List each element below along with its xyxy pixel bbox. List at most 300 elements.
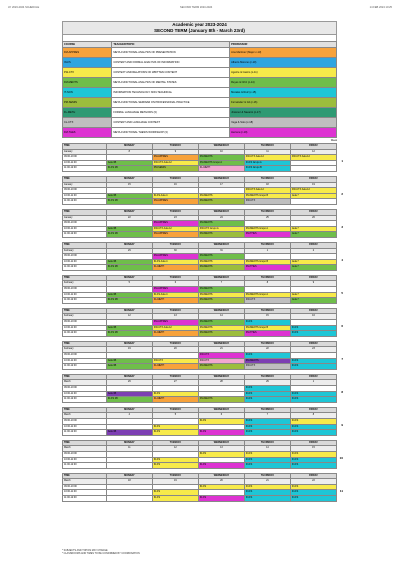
- week-block: [62, 275, 343, 304]
- legend-course: FM-MENTS: [63, 78, 112, 88]
- class-slot[interactable]: FM-MENTS: [198, 292, 244, 298]
- header-right: 14 FEB 2024 10:25: [369, 6, 392, 9]
- day-header: FRIDAY: [290, 275, 336, 281]
- day-header: MONDAY: [106, 374, 152, 380]
- date-cell: 8: [290, 413, 336, 419]
- day-header: THURSDAY: [244, 209, 290, 215]
- date-cell: 15: [244, 314, 290, 320]
- legend-row: [63, 128, 337, 138]
- class-slot[interactable]: IN-FS: [290, 430, 336, 436]
- class-slot[interactable]: [290, 166, 336, 172]
- day-header: THURSDAY: [244, 440, 290, 446]
- date-cell: 30: [152, 248, 198, 254]
- class-slot[interactable]: IN-FS: [198, 484, 244, 490]
- class-slot[interactable]: IN-FS: [290, 424, 336, 430]
- day-header: THURSDAY: [244, 144, 290, 150]
- date-cell: 19: [106, 347, 152, 353]
- time-label: 09:00-10:00: [63, 484, 107, 490]
- class-slot[interactable]: FM-MENTS: [198, 298, 244, 304]
- legend-row: [63, 78, 337, 88]
- class-slot[interactable]: IN-FS: [152, 496, 198, 502]
- time-label: 09:00-10:00: [63, 155, 107, 161]
- class-slot[interactable]: Aula 3B: [106, 364, 152, 370]
- date-cell: 16: [152, 182, 198, 188]
- time-label: 10:00-11:00: [63, 424, 107, 430]
- class-slot[interactable]: FL-METH: [198, 166, 244, 172]
- class-slot[interactable]: IN-FS: [290, 484, 336, 490]
- time-label: 10:00-11:00: [63, 193, 107, 199]
- date-cell: 6: [198, 413, 244, 419]
- legend-topic: META-FUNCTIONAL ANALYSIS OF PRESENTATION: [112, 48, 230, 58]
- week-table: [62, 341, 337, 370]
- class-slot[interactable]: FW-CTX Aula 12: [290, 188, 336, 194]
- class-slot[interactable]: IN-FS: [290, 490, 336, 496]
- date-cell: 11: [106, 446, 152, 452]
- week-table: [62, 374, 337, 403]
- class-slot[interactable]: Aula 3B: [106, 160, 152, 166]
- day-header: MONDAY: [106, 176, 152, 182]
- week-block: [62, 308, 343, 337]
- class-slot[interactable]: IN-FS: [152, 457, 198, 463]
- class-slot[interactable]: FW-CTX: [198, 358, 244, 364]
- time-label: 11:00-12:00: [63, 298, 107, 304]
- class-slot[interactable]: IN-FS: [244, 391, 290, 397]
- month-label: March: [63, 413, 107, 419]
- class-slot[interactable]: FM-MENTS: [198, 254, 244, 260]
- time-slot-row: [63, 232, 337, 238]
- day-header: MONDAY: [106, 341, 152, 347]
- class-slot[interactable]: IN-FS 2B: [106, 265, 152, 271]
- class-slot[interactable]: FL-METH: [152, 364, 198, 370]
- week-number: 9: [341, 422, 343, 427]
- time-label: 10:00-11:00: [63, 259, 107, 265]
- class-slot[interactable]: FM-MENTS: [198, 331, 244, 337]
- class-slot[interactable]: FL-METH: [152, 298, 198, 304]
- date-cell: 29: [244, 380, 290, 386]
- legend-course: IN-FS: [63, 58, 112, 68]
- class-slot[interactable]: Aula 3B: [106, 259, 152, 265]
- time-label: 11:00-12:00: [63, 331, 107, 337]
- date-cell: 21: [198, 347, 244, 353]
- day-header: TIME: [63, 407, 107, 413]
- class-slot[interactable]: FW-CTX: [244, 364, 290, 370]
- class-slot[interactable]: Aula 7: [290, 226, 336, 232]
- date-cell: 20: [152, 347, 198, 353]
- day-header: TUESDAY: [152, 341, 198, 347]
- class-slot[interactable]: FM-MENTS Grupo A: [198, 160, 244, 166]
- date-cell: 21: [244, 479, 290, 485]
- date-cell: 10: [198, 149, 244, 155]
- day-header: MONDAY: [106, 407, 152, 413]
- day-header: TUESDAY: [152, 407, 198, 413]
- week-table: [62, 407, 337, 436]
- legend-row: [63, 58, 337, 68]
- day-header: FRIDAY: [290, 341, 336, 347]
- day-header: TIME: [63, 374, 107, 380]
- day-header: WEDNESDAY: [198, 209, 244, 215]
- time-label: 09:00-10:00: [63, 221, 107, 227]
- class-slot[interactable]: FW-CTX Aula 12: [152, 325, 198, 331]
- time-label: 10:00-11:00: [63, 160, 107, 166]
- date-cell: 8: [106, 149, 152, 155]
- class-slot[interactable]: FM-MENTS: [198, 232, 244, 238]
- class-slot[interactable]: FM-APPRES: [152, 254, 198, 260]
- class-slot[interactable]: IN-FS: [244, 457, 290, 463]
- class-slot[interactable]: IN-FS: [290, 331, 336, 337]
- class-slot[interactable]: FM-MENTS Grupo B: [244, 193, 290, 199]
- class-slot[interactable]: Aula 7: [290, 265, 336, 271]
- class-slot[interactable]: FM-MENTS: [198, 287, 244, 293]
- time-label: 09:00-10:00: [63, 451, 107, 457]
- date-cell: 5: [152, 413, 198, 419]
- time-slot-row: [63, 265, 337, 271]
- title-line-1: Academic year 2023-2024: [172, 22, 227, 27]
- time-label: 09:00-10:00: [63, 385, 107, 391]
- class-slot[interactable]: Aula 7: [290, 298, 336, 304]
- class-slot[interactable]: IN-FS: [152, 490, 198, 496]
- day-header: TIME: [63, 144, 107, 150]
- class-slot[interactable]: FW-CTX: [244, 298, 290, 304]
- time-slot-row: [63, 331, 337, 337]
- day-header: FRIDAY: [290, 176, 336, 182]
- time-label: 10:00-11:00: [63, 391, 107, 397]
- time-label: 11:00-12:00: [63, 232, 107, 238]
- date-cell: 27: [152, 380, 198, 386]
- legend-prof: Herrera (c-19): [230, 128, 337, 138]
- week-table: [62, 275, 337, 304]
- day-header: FRIDAY: [290, 242, 336, 248]
- class-slot[interactable]: IN-FS: [198, 418, 244, 424]
- week-block: [62, 209, 343, 238]
- date-cell: 9: [290, 281, 336, 287]
- class-slot[interactable]: IN-FS: [290, 397, 336, 403]
- class-slot[interactable]: FM-MENTS: [244, 358, 290, 364]
- legend-row: [63, 98, 337, 108]
- class-slot[interactable]: IN-FS: [244, 490, 290, 496]
- class-slot[interactable]: IN-FS Aula 4: [152, 193, 198, 199]
- class-slot[interactable]: Aula 7: [290, 193, 336, 199]
- date-cell: 29: [106, 248, 152, 254]
- date-cell: 24: [198, 215, 244, 221]
- class-slot[interactable]: Aula 3B: [106, 226, 152, 232]
- day-header: TIME: [63, 473, 107, 479]
- class-slot[interactable]: IN-FS: [152, 463, 198, 469]
- time-label: 11:00-12:00: [63, 463, 107, 469]
- header-left: AY 2023-2024 SCHEDULE: [8, 6, 40, 9]
- time-slot-row: [63, 463, 337, 469]
- date-cell: 17: [198, 182, 244, 188]
- legend-prof: Reyes & Ortiz (c-14): [230, 78, 337, 88]
- date-cell: 26: [106, 380, 152, 386]
- date-cell: 22: [290, 479, 336, 485]
- class-slot[interactable]: IN-FS: [244, 424, 290, 430]
- week-table: [62, 176, 337, 205]
- class-slot[interactable]: IN-FS: [290, 451, 336, 457]
- class-slot[interactable]: FW-CTX: [152, 358, 198, 364]
- day-header: TUESDAY: [152, 275, 198, 281]
- date-cell: 23: [152, 215, 198, 221]
- class-slot[interactable]: IN-FS: [290, 364, 336, 370]
- class-slot[interactable]: IN-FS: [198, 463, 244, 469]
- class-slot[interactable]: IN-FS: [244, 418, 290, 424]
- class-slot[interactable]: Aula 3B: [106, 193, 152, 199]
- class-slot[interactable]: IN-FS: [198, 496, 244, 502]
- day-header: TIME: [63, 275, 107, 281]
- class-slot[interactable]: IN-FS: [244, 430, 290, 436]
- class-slot[interactable]: FW-CTX Aula 12: [290, 155, 336, 161]
- date-cell: 18: [244, 182, 290, 188]
- class-slot[interactable]: FW-CTX Grupo A: [198, 226, 244, 232]
- day-header: MONDAY: [106, 308, 152, 314]
- class-slot[interactable]: FW-CTX Aula 12: [152, 160, 198, 166]
- legend-prof: Ana Martínez (Major c-13): [230, 48, 337, 58]
- date-cell: 11: [244, 149, 290, 155]
- date-cell: 20: [198, 479, 244, 485]
- class-slot[interactable]: Aula 7: [290, 292, 336, 298]
- class-slot[interactable]: FM-MENTS Grupo A: [244, 292, 290, 298]
- class-slot[interactable]: IN-FS 2B: [106, 298, 152, 304]
- legend-course: PM-SEMIN: [63, 98, 112, 108]
- week-number: 10: [339, 455, 343, 460]
- class-slot[interactable]: IN-FS Grupo A: [244, 160, 290, 166]
- day-header: MONDAY: [106, 440, 152, 446]
- day-header: WEDNESDAY: [198, 308, 244, 314]
- month-label: January: [63, 182, 107, 188]
- class-slot[interactable]: IN-FS: [152, 430, 198, 436]
- day-header: WEDNESDAY: [198, 341, 244, 347]
- legend-topic: CONTENT AND FORMAL ANALYSIS OF INFORMATION: [112, 58, 230, 68]
- date-cell: 14: [198, 314, 244, 320]
- class-slot[interactable]: IN-FS: [198, 430, 244, 436]
- time-label: 09:00-10:00: [63, 353, 107, 359]
- class-slot[interactable]: FM-THES: [244, 232, 290, 238]
- day-header: FRIDAY: [290, 308, 336, 314]
- time-slot-row: [63, 166, 337, 172]
- day-header: FRIDAY: [290, 209, 336, 215]
- class-slot[interactable]: Aula 3B: [106, 325, 152, 331]
- date-cell: 5: [106, 281, 152, 287]
- day-header: MONDAY: [106, 275, 152, 281]
- class-slot[interactable]: Aula 3B: [106, 292, 152, 298]
- legend-course: FM-THES: [63, 128, 112, 138]
- class-slot[interactable]: FL-METH: [152, 397, 198, 403]
- legend-topic: CONTENT AND LANGUAGE CONTEXT: [112, 118, 230, 128]
- legend-prof: Jiménez & Navarro (c-17): [230, 108, 337, 118]
- class-slot[interactable]: FM-MENTS Grupo A: [244, 226, 290, 232]
- class-slot[interactable]: Aula 3B: [106, 358, 152, 364]
- class-slot[interactable]: IN-FS 2B: [106, 397, 152, 403]
- time-slot-row: [63, 397, 337, 403]
- class-slot[interactable]: IN-FS: [244, 385, 290, 391]
- class-slot[interactable]: FM-THES: [244, 265, 290, 271]
- time-label: 09:00-10:00: [63, 254, 107, 260]
- class-slot[interactable]: Aula 3B: [106, 391, 152, 397]
- time-label: 09:00-10:00: [63, 188, 107, 194]
- time-label: 09:00-10:00: [63, 418, 107, 424]
- week-number: 7: [341, 356, 343, 361]
- class-slot[interactable]: IN-FS: [290, 358, 336, 364]
- date-cell: 7: [198, 281, 244, 287]
- class-slot[interactable]: FM-MENTS: [198, 265, 244, 271]
- title-line-2: SECOND TERM (January 8th - March 23rd): [154, 28, 245, 33]
- legend-prof: Aguirre & Castro (c-11): [230, 68, 337, 78]
- day-header: THURSDAY: [244, 275, 290, 281]
- class-slot[interactable]: IN-FS: [290, 463, 336, 469]
- class-slot[interactable]: IN-FS: [244, 451, 290, 457]
- class-slot[interactable]: IN-FS: [152, 391, 198, 397]
- class-slot[interactable]: IN-FS: [290, 418, 336, 424]
- date-cell: 4: [106, 413, 152, 419]
- week-table: [62, 473, 337, 502]
- day-header: FRIDAY: [290, 473, 336, 479]
- class-slot[interactable]: [106, 496, 152, 502]
- week-number: 11: [339, 488, 343, 493]
- class-slot[interactable]: Aula 7: [290, 232, 336, 238]
- class-slot[interactable]: IN-FS: [244, 496, 290, 502]
- day-header: MONDAY: [106, 242, 152, 248]
- class-slot[interactable]: FM-APPRES: [152, 221, 198, 227]
- class-slot[interactable]: FM-MENTS: [198, 364, 244, 370]
- month-label: February: [63, 281, 107, 287]
- class-slot[interactable]: Aula 3B: [106, 430, 152, 436]
- time-label: 10:00-11:00: [63, 292, 107, 298]
- class-slot[interactable]: PM-SEMIN: [152, 166, 198, 172]
- class-slot[interactable]: IN-FS: [290, 325, 336, 331]
- time-label: 10:00-11:00: [63, 457, 107, 463]
- week-number: 1: [341, 159, 343, 163]
- date-cell: 6: [152, 281, 198, 287]
- class-slot[interactable]: IN-FS Aula 4: [152, 259, 198, 265]
- time-label: 09:00-10:00: [63, 320, 107, 326]
- class-slot[interactable]: FM-APPRES: [152, 232, 198, 238]
- month-label: March: [63, 446, 107, 452]
- class-slot[interactable]: IN-FS: [290, 496, 336, 502]
- class-slot[interactable]: IN-FS: [198, 451, 244, 457]
- class-slot[interactable]: IN-FS: [244, 484, 290, 490]
- day-header: TIME: [63, 440, 107, 446]
- month-label: February: [63, 314, 107, 320]
- day-header: TUESDAY: [152, 374, 198, 380]
- day-header: WEDNESDAY: [198, 374, 244, 380]
- time-label: 11:00-12:00: [63, 199, 107, 205]
- month-label: February: [63, 248, 107, 254]
- class-slot[interactable]: FL-METH: [152, 331, 198, 337]
- week-number: 6: [341, 323, 343, 328]
- date-cell: 13: [198, 446, 244, 452]
- footnotes: [62, 549, 140, 556]
- day-header: WEDNESDAY: [198, 242, 244, 248]
- day-header: WEDNESDAY: [198, 275, 244, 281]
- day-header: WEDNESDAY: [198, 473, 244, 479]
- class-slot[interactable]: FW-CTX: [198, 353, 244, 359]
- date-cell: 12: [290, 149, 336, 155]
- time-slot-row: [63, 496, 337, 502]
- class-slot[interactable]: FM-MENTS: [198, 155, 244, 161]
- day-header: TIME: [63, 242, 107, 248]
- class-slot[interactable]: IN-FS 2B: [106, 166, 152, 172]
- time-label: 11:00-12:00: [63, 397, 107, 403]
- class-slot[interactable]: FM-MENTS: [198, 193, 244, 199]
- course-legend: [62, 41, 337, 138]
- legend-row: [63, 68, 337, 78]
- time-slot-row: [63, 199, 337, 205]
- week-block: [62, 176, 343, 205]
- class-slot[interactable]: FM-THES: [244, 331, 290, 337]
- class-slot[interactable]: IN-FS: [244, 463, 290, 469]
- day-header: FRIDAY: [290, 407, 336, 413]
- class-slot[interactable]: [290, 199, 336, 205]
- class-slot[interactable]: Aula 7: [290, 259, 336, 265]
- week-block: [62, 374, 343, 403]
- class-slot[interactable]: FM-APPRES: [152, 287, 198, 293]
- date-cell: 13: [152, 314, 198, 320]
- class-slot[interactable]: FM-MENTS: [198, 397, 244, 403]
- class-slot[interactable]: IN-FS 2B: [106, 199, 152, 205]
- class-slot[interactable]: FW-CTX Aula 12: [152, 226, 198, 232]
- class-slot[interactable]: FM-MENTS: [198, 221, 244, 227]
- date-cell: 16: [290, 314, 336, 320]
- day-header: THURSDAY: [244, 308, 290, 314]
- class-slot[interactable]: [106, 463, 152, 469]
- date-cell: 31: [198, 248, 244, 254]
- week-block: [62, 143, 343, 172]
- time-label: 11:00-12:00: [63, 430, 107, 436]
- class-slot[interactable]: IN-FS: [244, 353, 290, 359]
- class-slot[interactable]: FW-CTX: [244, 199, 290, 205]
- class-slot[interactable]: IN-FS: [290, 391, 336, 397]
- time-label: 09:00-10:00: [63, 287, 107, 293]
- class-slot[interactable]: IN-FS 2B: [106, 232, 152, 238]
- class-slot[interactable]: FM-APPRES: [152, 199, 198, 205]
- date-cell: 9: [152, 149, 198, 155]
- footnote-2: * CLASSROOMS AND TIMES TO BE CONFIRMED BY COORDINATION: [62, 552, 140, 556]
- class-slot[interactable]: IN-FS Grupo B: [244, 166, 290, 172]
- class-slot[interactable]: FL-METH: [152, 265, 198, 271]
- class-slot[interactable]: IN-FS: [290, 457, 336, 463]
- month-label: January: [63, 149, 107, 155]
- class-slot[interactable]: IN-FS Aula 4: [152, 292, 198, 298]
- class-slot[interactable]: FM-MENTS: [198, 199, 244, 205]
- day-header: MONDAY: [106, 209, 152, 215]
- class-slot[interactable]: FM-MENTS: [198, 259, 244, 265]
- class-slot[interactable]: FM-MENTS: [198, 325, 244, 331]
- date-cell: 26: [290, 215, 336, 221]
- month-label: March: [63, 380, 107, 386]
- class-slot[interactable]: IN-FS 2B: [106, 331, 152, 337]
- day-header: WEDNESDAY: [198, 440, 244, 446]
- date-cell: 19: [152, 479, 198, 485]
- class-slot[interactable]: FM-MENTS: [198, 320, 244, 326]
- date-cell: 15: [290, 446, 336, 452]
- day-header: TUESDAY: [152, 209, 198, 215]
- class-slot[interactable]: IN-FS: [152, 424, 198, 430]
- class-slot[interactable]: FW-CTX Aula 12: [244, 155, 290, 161]
- class-slot[interactable]: FM-MENTS Grupo B: [244, 325, 290, 331]
- class-slot[interactable]: FM-MENTS Grupo B: [244, 259, 290, 265]
- class-slot[interactable]: FM-APPRES: [152, 155, 198, 161]
- date-cell: 22: [106, 215, 152, 221]
- week-table: [62, 242, 337, 271]
- legend-course: FM-APPRES: [63, 48, 112, 58]
- class-slot[interactable]: FM-APPRES: [152, 320, 198, 326]
- class-slot[interactable]: FW-CTX Aula 12: [244, 188, 290, 194]
- class-slot[interactable]: IN-FS: [244, 320, 290, 326]
- week-block: [62, 407, 343, 436]
- legend-topic: FORMAL LANGUAGE METHODS (3): [112, 108, 230, 118]
- legend-course: IT-NON: [63, 88, 112, 98]
- legend-prof: Morales & Ruiz (c-15): [230, 88, 337, 98]
- class-slot[interactable]: IN-FS: [244, 397, 290, 403]
